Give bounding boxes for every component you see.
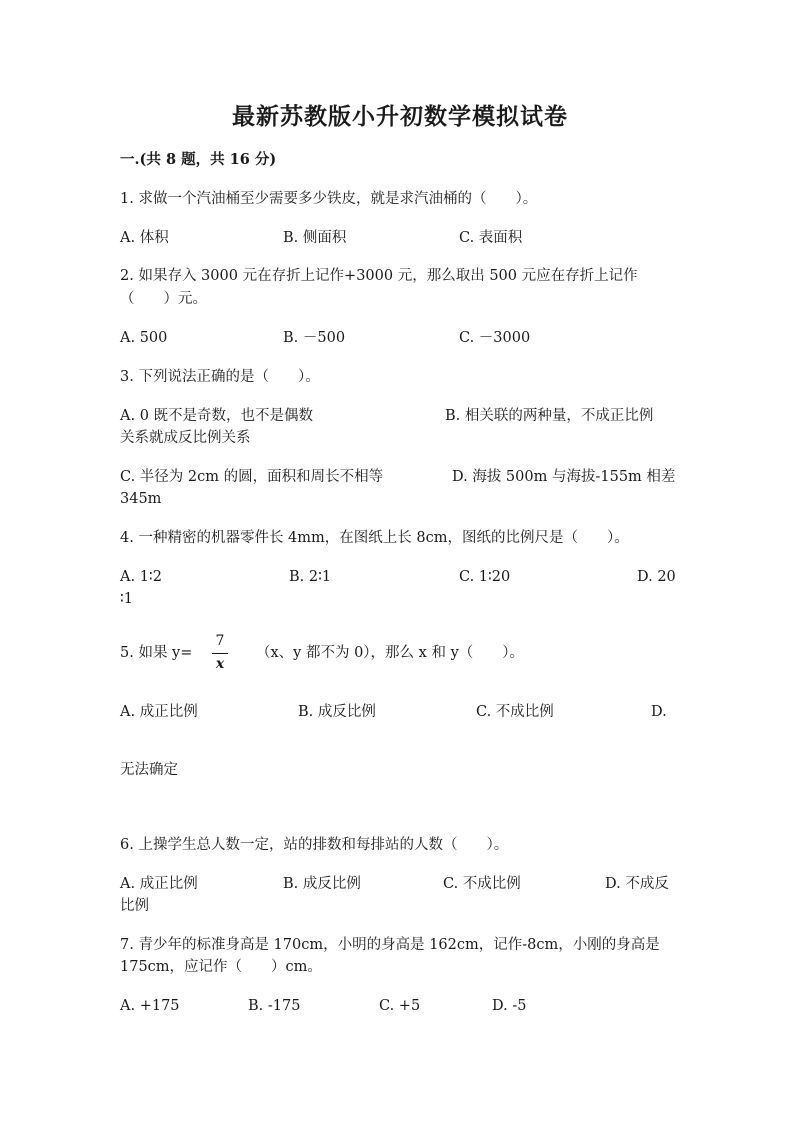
question-6-option-b: B. 成反比例 [283,876,361,892]
question-2-option-c: C. －3000 [459,330,531,346]
question-5-option-d-continued: 无法确定 [120,762,178,778]
question-4-option-d-continued: ∶1 [120,591,133,607]
question-5-stem-prefix: 5. 如果 y= [120,645,193,661]
question-6-option-d: D. 不成反 [605,876,669,892]
question-7-option-a: A. +175 [120,998,180,1014]
question-5-option-a: A. 成正比例 [120,704,198,720]
question-3-stem: 3. 下列说法正确的是（ ）。 [120,369,320,385]
question-3-option-b-continued: 关系就成反比例关系 [120,430,251,446]
question-6-stem: 6. 上操学生总人数一定，站的排数和每排站的人数（ ）。 [120,837,509,853]
question-5-stem-suffix: （x、y 都不为 0），那么 x 和 y（ ）。 [256,645,525,661]
question-2-option-a: A. 500 [120,330,168,346]
question-6-option-a: A. 成正比例 [120,876,198,892]
question-6-option-c: C. 不成比例 [443,876,521,892]
question-7-stem-line-2: 175cm，应记作（ ）cm。 [120,959,322,975]
question-2-option-b: B. －500 [283,330,346,346]
question-2-stem-line-2: （ ）元。 [120,291,207,307]
question-1-option-a: A. 体积 [120,230,169,246]
question-4-option-b: B. 2∶1 [289,569,332,585]
question-4-option-c: C. 1∶20 [459,569,511,585]
question-7-option-c: C. +5 [379,998,421,1014]
question-5-option-c: C. 不成比例 [476,704,554,720]
question-3-option-c: C. 半径为 2cm 的圆，面积和周长不相等 [120,469,384,485]
page-title: 最新苏教版小升初数学模拟试卷 [232,103,568,130]
question-3-option-a: A. 0 既不是奇数，也不是偶数 [120,408,314,424]
question-7-option-b: B. -175 [248,998,301,1014]
question-3-option-d: D. 海拔 500m 与海拔-155m 相差 [452,469,676,485]
question-4-option-d: D. 20 [637,569,676,585]
question-1-option-b: B. 侧面积 [283,230,347,246]
question-5-option-b: B. 成反比例 [298,704,376,720]
question-6-option-d-continued: 比例 [120,898,149,914]
question-3-option-b: B. 相关联的两种量，不成正比例 [445,408,654,424]
question-4-stem: 4. 一种精密的机器零件长 4mm，在图纸上长 8cm，图纸的比例尺是（ ）。 [120,530,629,546]
question-7-stem-line-1: 7. 青少年的标准身高是 170cm，小明的身高是 162cm，记作-8cm，小刚的身高是 [120,937,660,953]
question-2-stem-line-1: 2. 如果存入 3000 元在存折上记作+3000 元，那么取出 500 元应在存折上记作 [120,268,638,284]
question-1-option-c: C. 表面积 [459,230,523,246]
section-heading: 一.(共 8 题，共 16 分) [120,151,277,168]
fraction-bar [212,653,228,654]
question-1-stem: 1. 求做一个汽油桶至少需要多少铁皮，就是求汽油桶的（ ）。 [120,191,538,207]
fraction-denominator: x [215,656,225,672]
question-5-option-d: D. [651,704,667,720]
fraction-numerator: 7 [215,633,225,649]
question-7-option-d: D. -5 [492,998,527,1014]
fraction-7-over-x [210,633,230,672]
question-3-option-d-continued: 345m [120,491,162,507]
question-4-option-a: A. 1∶2 [120,569,162,585]
